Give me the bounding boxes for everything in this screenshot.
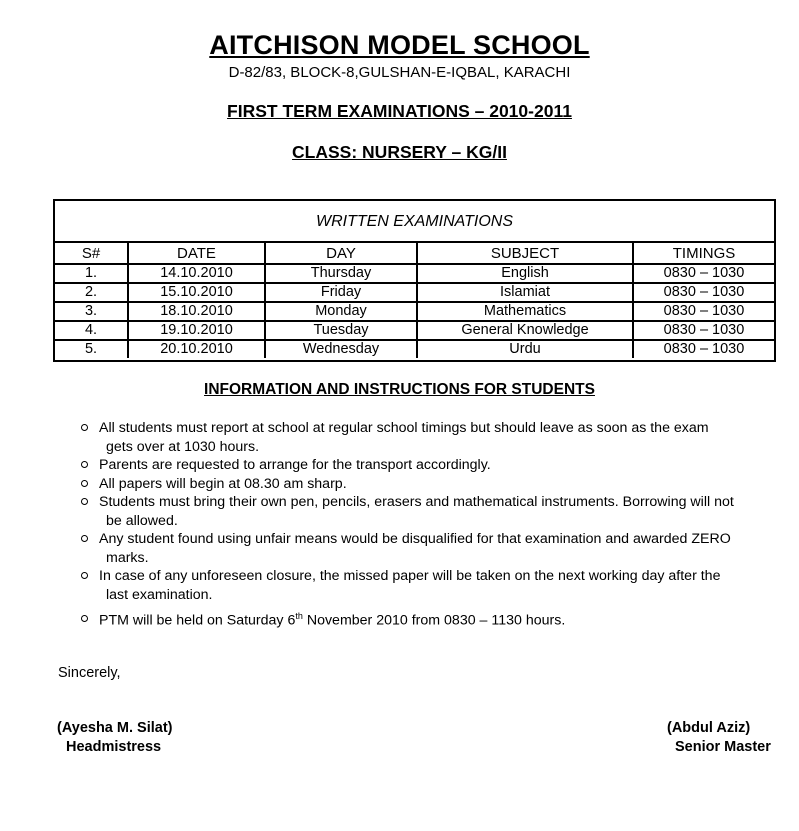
cell-date: 14.10.2010 (128, 264, 265, 283)
instructions-heading: INFORMATION AND INSTRUCTIONS FOR STUDENTS (204, 381, 595, 398)
ptm-text-after: November 2010 from 0830 – 1130 hours. (302, 612, 566, 629)
class-title: CLASS: NURSERY – KG/II (292, 142, 507, 162)
table-row (55, 264, 774, 283)
instruction-text-cont: marks. (106, 549, 149, 566)
cell-timings: 0830 – 1030 (633, 302, 774, 321)
circle-bullet-icon (81, 498, 88, 505)
ptm-text-before: PTM will be held on Saturday 6 (99, 612, 296, 629)
circle-bullet-icon (81, 535, 88, 542)
cell-subject: General Knowledge (417, 321, 633, 340)
cell-day: Wednesday (265, 340, 417, 358)
header-day: DAY (265, 243, 417, 264)
list-item-ptm (80, 607, 790, 630)
cell-serial: 4. (55, 321, 128, 340)
school-address: D-82/83, BLOCK-8,GULSHAN-E-IQBAL, KARACHI (228, 64, 571, 81)
list-item (80, 456, 790, 475)
circle-bullet-icon (81, 424, 88, 431)
list-item (80, 475, 790, 494)
cell-day: Tuesday (265, 321, 417, 340)
table-row (55, 283, 774, 302)
cell-serial: 3. (55, 302, 128, 321)
cell-subject: Mathematics (417, 302, 633, 321)
cell-serial: 2. (55, 283, 128, 302)
list-item (80, 419, 790, 456)
instruction-text-cont: last examination. (106, 586, 213, 603)
instruction-text: All papers will begin at 08.30 am sharp. (99, 475, 347, 492)
signatory-name: (Abdul Aziz) (667, 720, 751, 736)
cell-date: 19.10.2010 (128, 321, 265, 340)
cell-subject: Urdu (417, 340, 633, 358)
table-caption: WRITTEN EXAMINATIONS (55, 201, 774, 243)
signatory-name: (Ayesha M. Silat) (57, 720, 173, 736)
signatory-title: Senior Master (675, 739, 771, 755)
cell-day: Monday (265, 302, 417, 321)
circle-bullet-icon (81, 572, 88, 579)
cell-timings: 0830 – 1030 (633, 283, 774, 302)
table-header-row (55, 243, 774, 264)
list-item (80, 530, 790, 567)
instruction-text: Parents are requested to arrange for the transport accordingly. (99, 457, 491, 473)
header-date: DATE (128, 243, 265, 264)
instruction-text-cont: be allowed. (106, 512, 178, 529)
circle-bullet-icon (81, 480, 88, 487)
circle-bullet-icon (81, 461, 88, 468)
instructions-list (80, 419, 790, 630)
exam-table (55, 243, 774, 358)
cell-date: 20.10.2010 (128, 340, 265, 358)
cell-day: Friday (265, 283, 417, 302)
header-timings: TIMINGS (633, 243, 774, 264)
cell-date: 18.10.2010 (128, 302, 265, 321)
closing-sincerely: Sincerely, (58, 665, 121, 681)
exam-schedule-table (53, 199, 776, 362)
instruction-text: Any student found using unfair means would be disqualified for that examination and awarded ZERO (99, 531, 731, 547)
cell-serial: 5. (55, 340, 128, 358)
cell-day: Thursday (265, 264, 417, 283)
list-item (80, 493, 790, 530)
cell-timings: 0830 – 1030 (633, 321, 774, 340)
school-name: AITCHISON MODEL SCHOOL (209, 30, 590, 60)
ptm-ordinal-suffix: th (295, 611, 303, 621)
instruction-text: Students must bring their own pen, pencils, erasers and mathematical instruments. Borrowing will not (99, 494, 734, 510)
cell-serial: 1. (55, 264, 128, 283)
cell-date: 15.10.2010 (128, 283, 265, 302)
cell-subject: English (417, 264, 633, 283)
exam-title: FIRST TERM EXAMINATIONS – 2010-2011 (227, 101, 572, 121)
cell-subject: Islamiat (417, 283, 633, 302)
cell-timings: 0830 – 1030 (633, 264, 774, 283)
signatory-title: Headmistress (66, 739, 162, 755)
table-row (55, 321, 774, 340)
circle-bullet-icon (81, 615, 88, 622)
header-serial: S# (55, 243, 128, 264)
instruction-text: All students must report at school at regular school timings but should leave as soon as the exam (99, 420, 709, 436)
header-subject: SUBJECT (417, 243, 633, 264)
list-item (80, 567, 790, 604)
headmistress-signature (57, 719, 173, 757)
table-row (55, 302, 774, 321)
senior-master-signature (667, 719, 771, 757)
instruction-text-cont: gets over at 1030 hours. (106, 438, 260, 455)
table-row (55, 340, 774, 358)
cell-timings: 0830 – 1030 (663, 341, 745, 357)
instruction-text: In case of any unforeseen closure, the missed paper will be taken on the next working day after the (99, 568, 721, 584)
